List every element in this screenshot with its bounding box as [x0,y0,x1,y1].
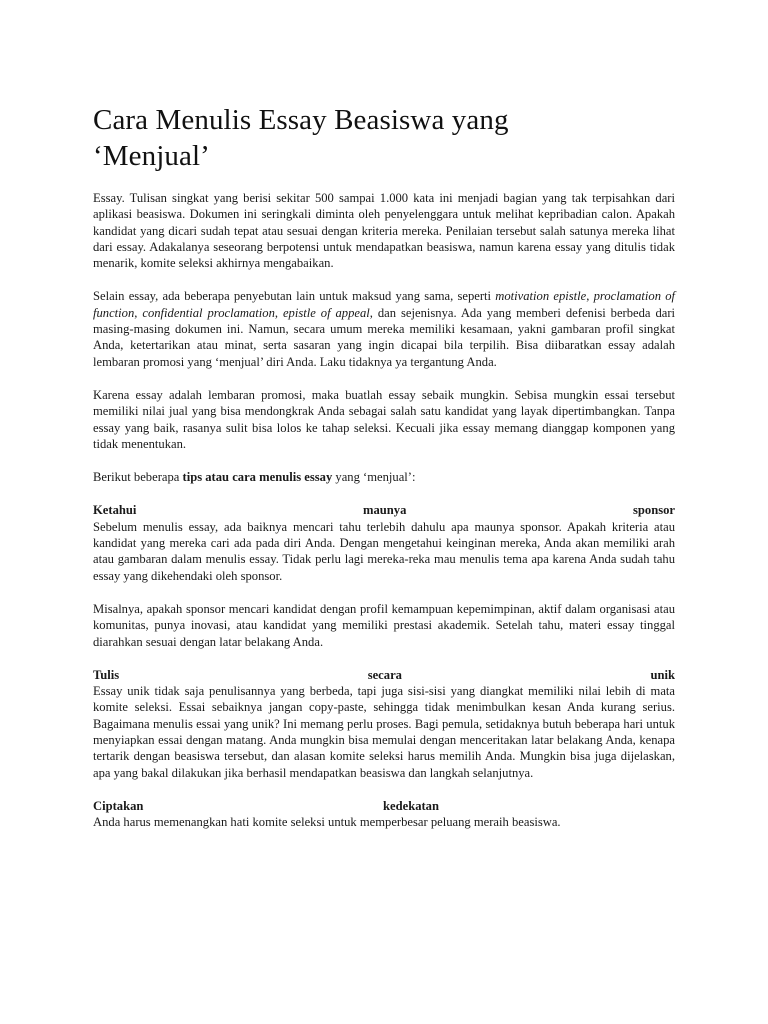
document-title [93,102,675,174]
heading-word: sponsor [633,503,675,518]
section-paragraph: Sebelum menulis essay, ada baiknya mencari tahu terlebih dahulu apa maunya sponsor. Apakah kriteria atau kandidat yang mereka cari ada pada diri Anda. Dengan mengetahui keinginan mereka, Anda akan memiliki arah atau gambaran dalam menulis essay. Tidak perlu lagi mereka-reka mau menulis tema apa karena Anda sudah tahu essay yang dikehendaki oleh sponsor. [93,519,675,583]
intro-paragraph-2: Selain essay, ada beberapa penyebutan lain untuk maksud yang sama, seperti motivation epistle, proclamation of function, confidential proclamation, epistle of appeal, dan sejenisnya. Ada yang memberi defenisi berbeda dari masing-masing dokumen ini. Namun, secara umum mereka memiliki kesamaan, yakni gambaran profil singkat Anda, ketertarikan atau minat, serta sasaran yang ingin dicapai bila terpilih. Bisa diibaratkan essay adalah lembaran promosi yang ‘menjual’ diri Anda. Laku tidaknya ya tergantung Anda. [93,289,676,369]
section-heading [93,667,675,683]
section-heading [93,502,675,518]
section-heading [93,798,675,814]
heading-word: Ciptakan [93,798,144,813]
intro-p4-text-before: Berikut beberapa [93,470,183,485]
section-paragraph: Misalnya, apakah sponsor mencari kandidat dengan profil kemampuan kepemimpinan, aktif dalam organisasi atau komunitas, punya inovasi, atau kandidat yang memiliki prestasi akademik. Setelah tahu, materi essay tinggal diarahkan sesuai dengan latar belakang Anda. [93,601,675,649]
intro-p2-text-after: , dan sejenisnya. Ada yang memberi defenisi berbeda dari masing-masing dokumen ini. Namun, secara umum mereka memiliki kesamaan, yakni gambaran profil singkat Anda, ketertarikan atau minat, serta sasaran yang ingin dicapai bila terpilih. Bisa diibaratkan essay adalah lembaran promosi yang ‘menjual’ diri Anda. Laku tidaknya ya tergantung Anda. [93,305,676,369]
section-ciptakan-kedekatan [93,798,675,831]
heading-word: secara [367,667,402,682]
heading-word: Ketahui [93,503,137,518]
document-page [93,102,675,848]
intro-paragraph-3: Karena essay adalah lembaran promosi, maka buatlah essay sebaik mungkin. Sebisa mungkin essai tersebut memiliki nilai jual yang bisa mendongkrak Anda sebagai salah satu kandidat yang layak dipertimbangkan. Tanpa essay yang baik, rasanya sulit bisa lolos ke tahap seleksi. Kecuali jika essay memang dianggap komponen yang tidak menentukan. [93,387,675,451]
title-line-1: Cara Menulis Essay Beasiswa yang [93,104,509,136]
section-paragraph: Essay unik tidak saja penulisannya yang berbeda, tapi juga sisi-sisi yang diangkat memiliki nilai lebih di mata komite seleksi. Essai sebaiknya jangan copy-paste, sehingga tidak menimbulkan kesan Anda kurang serius. Bagaimana menulis essai yang unik? Ini memang perlu proses. Bagi pemula, setidaknya butuh beberapa hari untuk menyiapkan essai dengan matang. Anda mungkin bisa memulai dengan menceritakan latar belakang Anda, kenapa tertarik dengan beasiswa tersebut, dan alasan komite seleksi harus memilih Anda. Mungkin bisa juga dijelaskan, apa yang bakal dilakukan jika berhasil mendapatkan beasiswa dan langkah selanjutnya. [93,684,675,780]
intro-paragraph-4 [93,469,675,485]
section-ketahui-maunya-sponsor [93,502,675,649]
intro-p4-text-after: yang ‘menjual’: [332,470,416,485]
intro-p4-bold: tips atau cara menulis essay [182,470,333,485]
section-tulis-secara-unik [93,667,675,781]
heading-word: kedekatan [383,798,439,813]
heading-word: Tulis [93,667,120,682]
intro-paragraph-1: Essay. Tulisan singkat yang berisi sekitar 500 sampai 1.000 kata ini menjadi bagian yang tak terpisahkan dari aplikasi beasiswa. Dokumen ini seringkali diminta oleh penyelenggara untuk melihat kepribadian calon. Apakah kandidat yang dicari sudah tepat atau sesuai dengan kriteria mereka. Penilaian tersebut salah satunya mereka lihat dari essay. Adakalanya seseorang berpotensi untuk mendapatkan beasiswa, namun karena essay yang ditulis tidak menarik, komite seleksi akhirnya mengabaikan. [93,191,675,271]
term-confidential-proclamation: confidential proclamation [142,305,275,320]
term-epistle-of-appeal: epistle of appeal [282,305,370,320]
title-line-2: ‘Menjual’ [93,140,210,172]
heading-word: maunya [363,503,407,518]
term-motivation-epistle: motivation epistle [495,289,587,304]
section-paragraph: Anda harus memenangkan hati komite seleksi untuk memperbesar peluang meraih beasiswa. [93,815,561,830]
intro-p2-text-before: Selain essay, ada beberapa penyebutan lain untuk maksud yang sama, seperti [93,289,496,304]
heading-word: unik [650,667,675,682]
term-proclamation-of-function: proclamation of function [93,289,676,320]
